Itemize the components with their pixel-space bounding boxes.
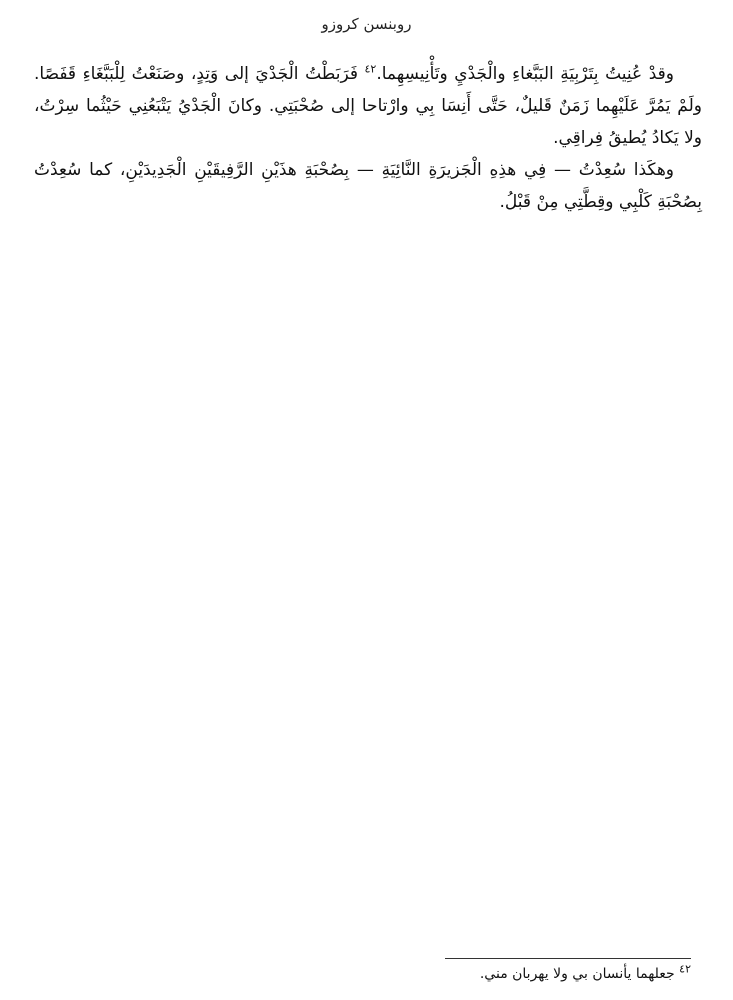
paragraph-1-text-end: فَرَبَطْتُ الْجَدْيَ إلى وَتِدٍ، وصَنَعْتُ لِلْبَبَّغَاءِ قَفَصًا. ولَمْ يَمُرَّ عَلَيْهِما زَمَنٌ قَليلٌ، حَتَّى أَنِسَا بِي وارْتاحا إلى صُحْبَتِي. وكانَ الْجَدْيُ يَتْبَعُنِي حَيْثُما سِرْتُ، ولا يَكادُ يُطيقُ فِراقِي. [34,64,702,148]
running-head-title: روبنسن كروزو [321,15,412,33]
paragraph-2: وهكَذا سُعِدْتُ — فِي هذِهِ الْجَزيرَةِ النَّائِيَةِ — بِصُحْبَةِ هذَيْنِ الرَّفِيقَيْنِ الْجَدِيدَيْنِ، كما سُعِدْتُ بِصُحْبَةِ كَلْبِي وقِطَّتِي مِنْ قَبْلُ. [34,160,702,212]
paragraph-1 [34,58,702,154]
paragraph-1-text-start: وقدْ عُنِيتُ بِتَرْبِيَةِ البَبَّغاءِ والْجَدْيِ وتَأْنِيسِهِما. [376,64,674,84]
footnote-separator [445,958,691,959]
footnote [51,962,691,986]
footnote-text: جعلهما يأنسان بي ولا يهربان مني. [479,966,680,982]
footnote-reference: ٤٢ [364,62,377,76]
body-text [34,58,702,218]
footnote-marker: ٤٢ [679,962,691,976]
